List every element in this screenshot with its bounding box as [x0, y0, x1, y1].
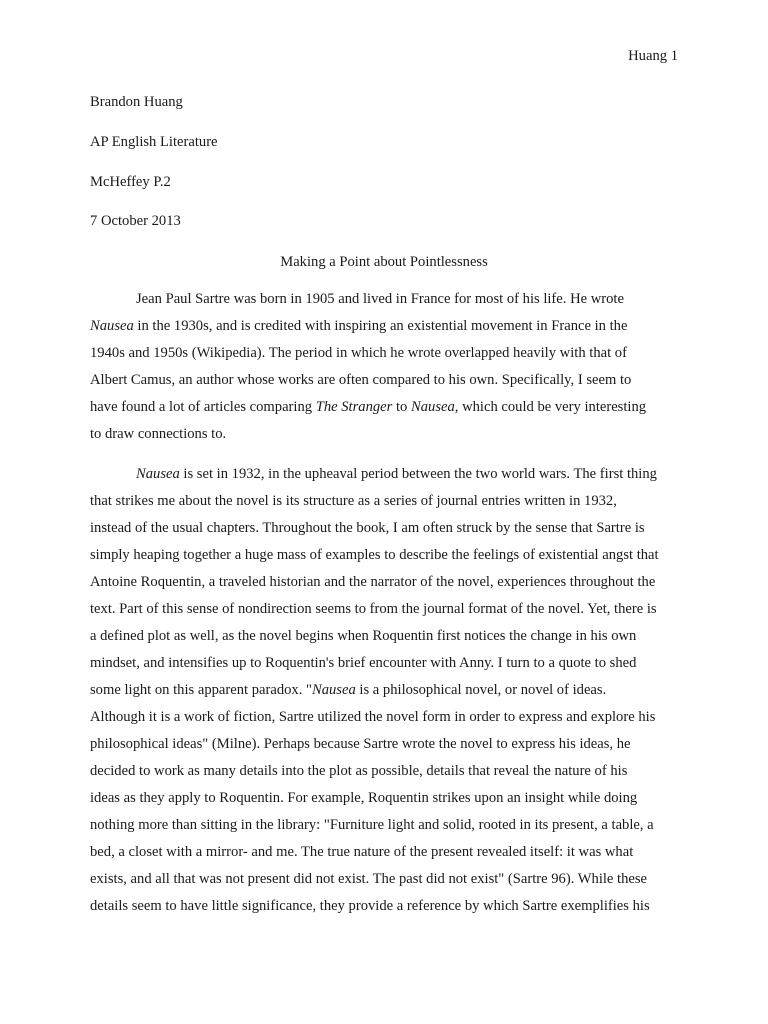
line-text: , which could be very interesting	[454, 399, 647, 415]
paragraph	[90, 286, 690, 448]
line-text: a defined plot as well, as the novel begins when Roquentin first notices the change in his own	[90, 628, 637, 644]
paragraph-line	[90, 704, 690, 731]
paragraph-line	[90, 488, 690, 515]
paragraph-line	[90, 596, 690, 623]
paragraph-line	[90, 569, 690, 596]
paragraph-line	[90, 893, 690, 920]
author-name: Brandon Huang	[90, 94, 183, 110]
paragraph	[90, 461, 690, 920]
paragraph-line	[90, 542, 690, 569]
line-text: to draw connections to.	[90, 426, 227, 442]
italic-title-text: Nausea	[136, 466, 180, 482]
paragraph-line	[90, 461, 690, 488]
line-text: in the 1930s, and is credited with inspiring an existential movement in France in the	[133, 318, 628, 334]
instructor-name: McHeffey P.2	[90, 174, 171, 190]
paragraph-line	[90, 515, 690, 542]
line-text: Jean Paul Sartre was born in 1905 and lived in France for most of his life. He wrote	[136, 291, 624, 307]
line-text: ideas as they apply to Roquentin. For example, Roquentin strikes upon an insight while doing	[90, 790, 638, 806]
line-text: bed, a closet with a mirror- and me. The true nature of the present revealed itself: it was what	[90, 844, 634, 860]
line-text: decided to work as many details into the plot as possible, details that reveal the nature of his	[90, 763, 628, 779]
line-text: to	[392, 399, 411, 415]
italic-title-text: Nausea	[311, 682, 356, 698]
paragraph-line	[90, 785, 690, 812]
italic-title-text: Nausea	[90, 318, 134, 334]
paragraph-line	[90, 313, 690, 340]
line-text: have found a lot of articles comparing	[90, 399, 316, 415]
paragraph-line	[90, 394, 690, 421]
paragraph-line	[90, 677, 690, 704]
paragraph-line	[90, 340, 690, 367]
italic-title-text: Nausea	[411, 399, 455, 415]
line-text: Albert Camus, an author whose works are often compared to his own. Specifically, I seem to	[90, 372, 632, 388]
line-text: simply heaping together a huge mass of examples to describe the feelings of existential angst that	[90, 547, 659, 563]
line-text: that strikes me about the novel is its structure as a series of journal entries written in 1932,	[90, 493, 617, 509]
line-text: exists, and all that was not present did not exist. The past did not exist" (Sartre 96). While these	[90, 871, 648, 887]
line-text: mindset, and intensifies up to Roquentin's brief encounter with Anny. I turn to a quote to shed	[90, 655, 637, 671]
paragraph-line	[90, 866, 690, 893]
line-text: philosophical ideas" (Milne). Perhaps because Sartre wrote the novel to express his ideas, he	[90, 736, 631, 752]
paragraph-line	[90, 623, 690, 650]
page-header-label: Huang 1	[628, 48, 678, 64]
paragraph-line	[90, 812, 690, 839]
line-text: Antoine Roquentin, a traveled historian and the narrator of the novel, experiences throughout the	[90, 574, 656, 590]
essay-title: Making a Point about Pointlessness	[280, 254, 488, 270]
line-text: is set in 1932, in the upheaval period between the two world wars. The first thing	[179, 466, 657, 482]
line-text: Although it is a work of fiction, Sartre utilized the novel form in order to express and explore his	[90, 709, 656, 725]
line-text: 1940s and 1950s (Wikipedia). The period in which he wrote overlapped heavily with that of	[90, 345, 627, 361]
paragraph-line	[90, 650, 690, 677]
paragraph-line	[90, 731, 690, 758]
paragraph-line	[90, 367, 690, 394]
line-text: text. Part of this sense of nondirection seems to from the journal format of the novel. Yet, there is	[90, 601, 657, 617]
paragraph-line	[90, 286, 690, 313]
paragraph-line	[90, 758, 690, 785]
document-date: 7 October 2013	[90, 213, 181, 229]
italic-title-text: The Stranger	[315, 399, 393, 415]
line-text: some light on this apparent paradox. "	[90, 682, 312, 698]
line-text: instead of the usual chapters. Throughout the book, I am often struck by the sense that Sartre is	[90, 520, 645, 536]
line-text: is a philosophical novel, or novel of ideas.	[355, 682, 607, 698]
paragraph-line	[90, 421, 690, 448]
line-text: nothing more than sitting in the library: "Furniture light and solid, rooted in its present, a table, a	[90, 817, 654, 833]
paragraph-line	[90, 839, 690, 866]
line-text: details seem to have little significance, they provide a reference by which Sartre exemplifies his	[90, 898, 650, 914]
course-name: AP English Literature	[90, 134, 218, 150]
